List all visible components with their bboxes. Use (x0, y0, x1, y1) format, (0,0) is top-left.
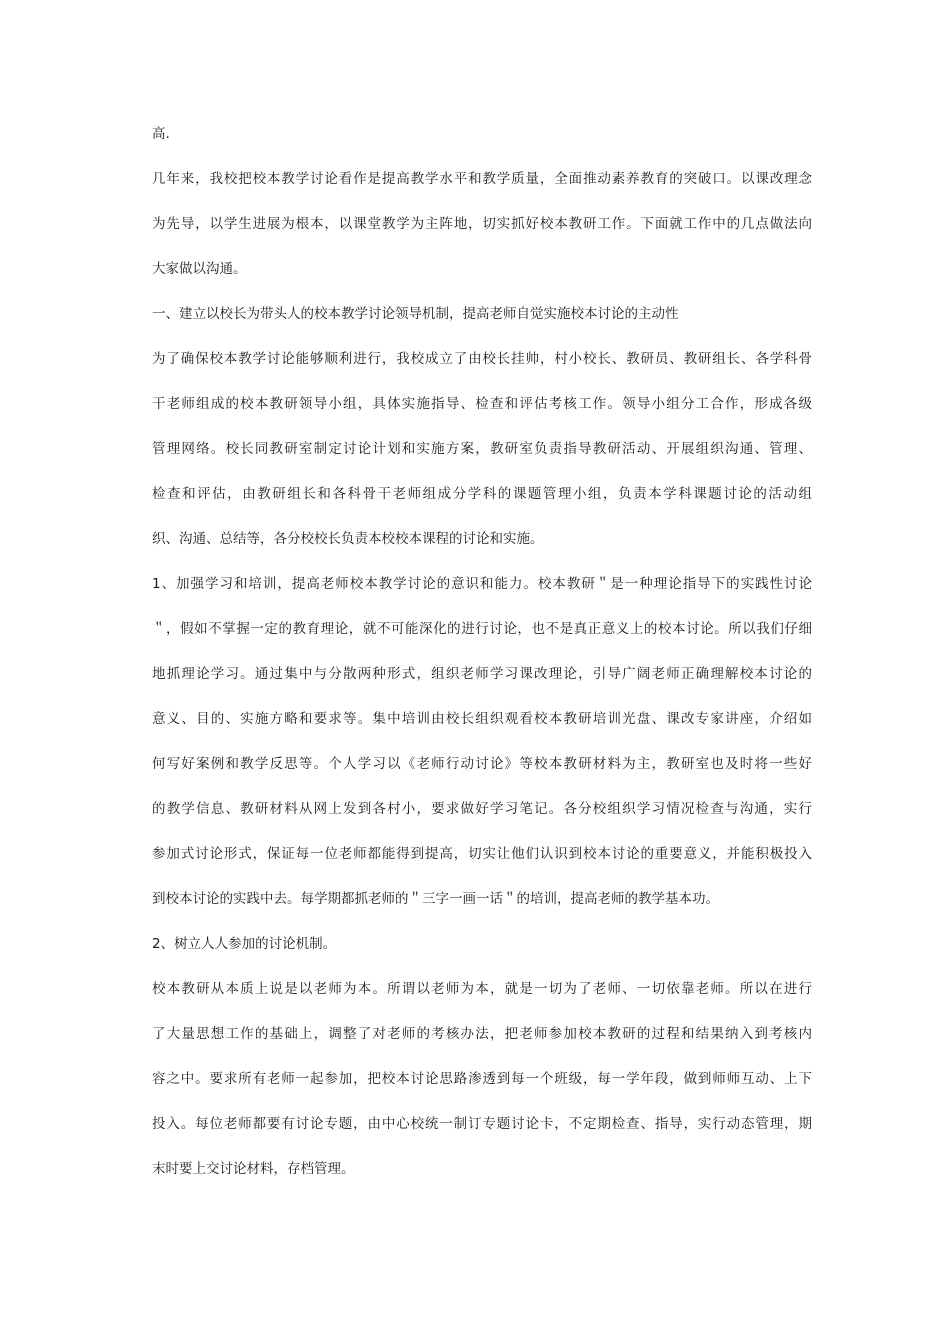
text-line: 为了确保校本教学讨论能够顺利进行，我校成立了由校长挂帅，村小校长、教研员、教研组长、各学科骨 (152, 351, 812, 367)
document-body (152, 123, 812, 1181)
text-line: 了大量思想工作的基础上，调整了对老师的考核办法，把老师参加校本教研的过程和结果纳入到考核内 (152, 1026, 812, 1042)
text-line: 校本教研从本质上说是以老师为本。所谓以老师为本，就是一切为了老师、一切依靠老师。所以在进行 (152, 981, 812, 997)
text-line: ＂，假如不掌握一定的教育理论，就不可能深化的进行讨论，也不是真正意义上的校本讨论。所以我们仔细 (152, 621, 812, 637)
text-line: 织、沟通、总结等，各分校校长负责本校校本课程的讨论和实施。 (152, 531, 544, 547)
text-line: 到校本讨论的实践中去。每学期都抓老师的＂三字一画一话＂的培训，提高老师的教学基本功。 (152, 891, 719, 907)
text-line: 为先导，以学生进展为根本，以课堂教学为主阵地，切实抓好校本教研工作。下面就工作中的几点做法向 (152, 216, 812, 232)
text-line: 容之中。要求所有老师一起参加，把校本讨论思路渗透到每一个班级，每一学年段，做到师师互动、上下 (152, 1071, 812, 1087)
text-line: 地抓理论学习。通过集中与分散两种形式，组织老师学习课改理论，引导广阔老师正确理解校本讨论的 (152, 666, 812, 682)
text-line: 1、加强学习和培训，提高老师校本教学讨论的意识和能力。校本教研＂是一种理论指导下的实践性讨论 (152, 576, 812, 592)
text-line: 意义、目的、实施方略和要求等。集中培训由校长组织观看校本教研培训光盘、课改专家讲座，介绍如 (152, 711, 812, 727)
section-heading: 2、树立人人参加的讨论机制。 (152, 936, 337, 952)
text-line: 管理网络。校长同教研室制定讨论计划和实施方案，教研室负责指导教研活动、开展组织沟通、管理、 (152, 441, 812, 457)
text-line: 高. (152, 126, 170, 142)
text-line: 干老师组成的校本教研领导小组，具体实施指导、检查和评估考核工作。领导小组分工合作，形成各级 (152, 396, 812, 412)
text-line: 何写好案例和教学反思等。个人学习以《老师行动讨论》等校本教研材料为主，教研室也及时将一些好 (152, 756, 812, 772)
text-line: 投入。每位老师都要有讨论专题，由中心校统一制订专题讨论卡，不定期检查、指导，实行动态管理，期 (152, 1116, 812, 1132)
section-heading: 一、建立以校长为带头人的校本教学讨论领导机制，提高老师自觉实施校本讨论的主动性 (152, 306, 679, 322)
text-line: 参加式讨论形式，保证每一位老师都能得到提高，切实让他们认识到校本讨论的重要意义，并能积极投入 (152, 846, 812, 862)
text-line: 大家做以沟通。 (152, 261, 247, 277)
text-line: 的教学信息、教研材料从网上发到各村小，要求做好学习笔记。各分校组织学习情况检查与沟通，实行 (152, 801, 812, 817)
text-line: 检查和评估，由教研组长和各科骨干老师组成分学科的课题管理小组，负责本学科课题讨论的活动组 (152, 486, 812, 502)
text-line: 末时要上交讨论材料，存档管理。 (152, 1161, 355, 1177)
text-line: 几年来，我校把校本教学讨论看作是提高教学水平和教学质量，全面推动素养教育的突破口。以课改理念 (152, 171, 812, 187)
